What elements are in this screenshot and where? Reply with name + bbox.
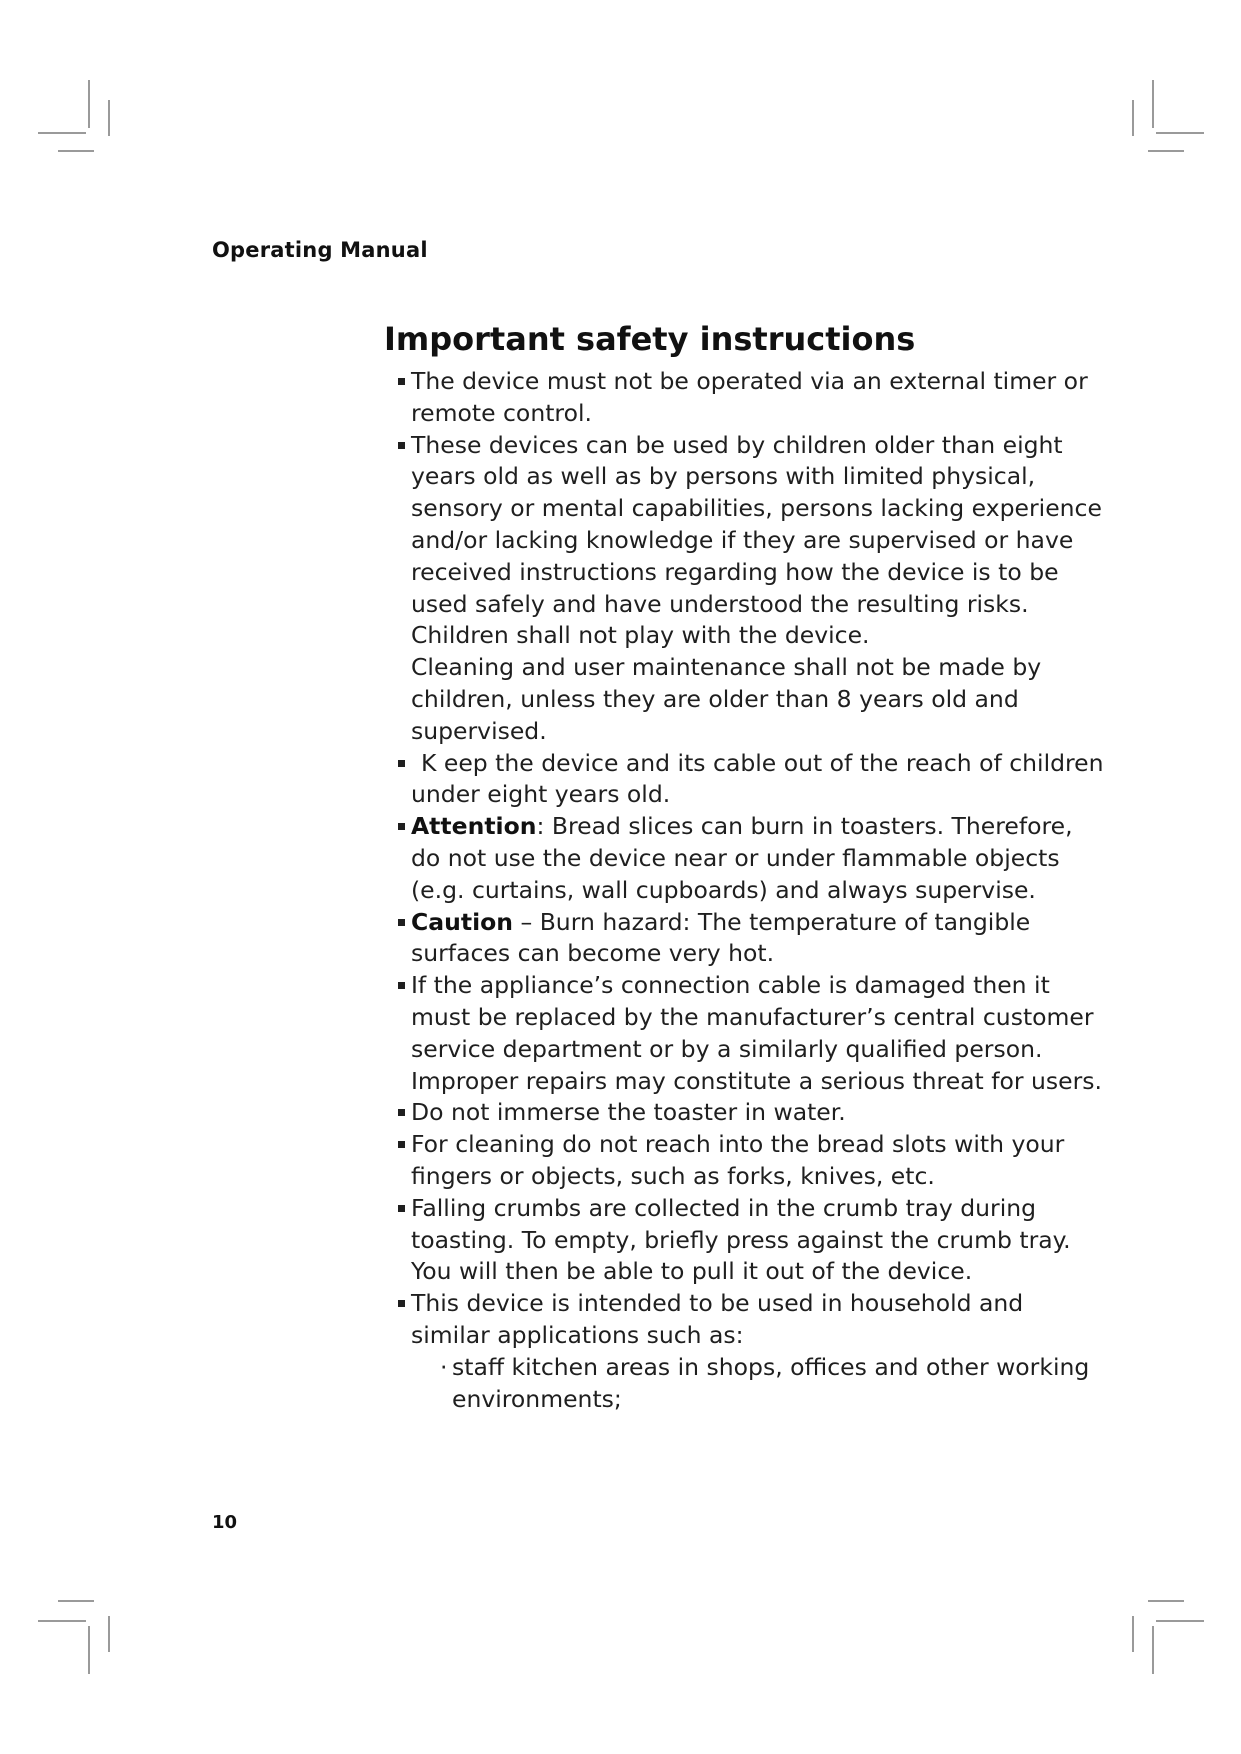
list-item	[404, 1097, 1104, 1129]
crop-mark	[58, 1600, 94, 1602]
middle-dot-icon: ·	[440, 1352, 448, 1381]
item-text: Do not immerse the toaster in water.	[411, 1098, 846, 1127]
list-item	[404, 970, 1104, 1097]
square-bullet-icon	[398, 442, 405, 449]
square-bullet-icon	[398, 1141, 405, 1148]
item-text: – Burn hazard: The temperature of tangible surfaces can become very hot.	[411, 907, 1031, 968]
item-text: K eep the device and its cable out of the reach of children under eight years old.	[411, 748, 1104, 809]
crop-mark	[1148, 150, 1184, 152]
square-bullet-icon	[398, 982, 405, 989]
sub-item-text: staff kitchen areas in shops, offices and other working environments;	[452, 1352, 1090, 1413]
crop-mark	[38, 1620, 86, 1622]
crop-mark	[1132, 100, 1134, 136]
crop-mark	[38, 132, 86, 134]
square-bullet-icon	[398, 823, 405, 830]
square-bullet-icon	[398, 919, 405, 926]
attention-label: Attention	[411, 812, 537, 841]
list-item	[404, 748, 1104, 812]
crop-mark	[58, 150, 94, 152]
crop-mark	[108, 100, 110, 136]
crop-mark	[1148, 1600, 1184, 1602]
item-text: Falling crumbs are collected in the crumb tray during toasting. To empty, briefly press against the crumb tray. You will then be able to pull it out of the device.	[411, 1193, 1071, 1286]
caution-label: Caution	[411, 907, 513, 936]
crop-mark	[1152, 1626, 1154, 1674]
item-text: If the appliance’s connection cable is damaged then it must be replaced by the manufacturer’s central customer service department or by a similarly qualified person. Improper repairs may constitute a serious threat for users.	[411, 971, 1102, 1095]
item-text: The device must not be operated via an external timer or remote control.	[411, 367, 1088, 427]
crop-mark	[1156, 1620, 1204, 1622]
section-title: Important safety instructions	[384, 320, 916, 358]
crop-mark	[1132, 1616, 1134, 1652]
crop-mark	[88, 80, 90, 128]
sub-list-item	[404, 1352, 1104, 1416]
square-bullet-icon	[398, 760, 405, 767]
list-item	[404, 1288, 1104, 1352]
list-item	[404, 1193, 1104, 1288]
square-bullet-icon	[398, 1109, 405, 1116]
list-item	[404, 811, 1104, 906]
crop-mark	[88, 1626, 90, 1674]
item-paragraph: Cleaning and user maintenance shall not be made by children, unless they are older than 8 years old and supervised.	[411, 653, 1042, 745]
square-bullet-icon	[398, 1205, 405, 1212]
square-bullet-icon	[398, 378, 405, 385]
crop-mark	[1152, 80, 1154, 128]
item-text: : Bread slices can burn in toasters. Therefore, do not use the device near or under flammable objects (e.g. curtains, wall cupboards) and always supervise.	[411, 812, 1073, 904]
list-item	[404, 366, 1104, 430]
list-item	[404, 1129, 1104, 1193]
square-bullet-icon	[398, 1300, 405, 1307]
page-number: 10	[212, 1512, 238, 1533]
item-paragraph: Children shall not play with the device.	[411, 621, 870, 650]
item-text: These devices can be used by children older than eight years old as well as by persons with limited physical, sensory or mental capabilities, persons lacking experience and/or lacking knowledge if they are supervised or have received instructions regarding how the device is to be used safely and have understood the resulting risks.	[411, 430, 1102, 618]
crop-mark	[108, 1616, 110, 1652]
list-item	[404, 907, 1104, 971]
list-item	[404, 430, 1104, 621]
crop-mark	[1156, 132, 1204, 134]
running-header: Operating Manual	[212, 238, 428, 262]
item-text: This device is intended to be used in household and similar applications such as:	[411, 1289, 1024, 1349]
item-text: For cleaning do not reach into the bread slots with your fingers or objects, such as forks, knives, etc.	[411, 1130, 1065, 1190]
safety-instructions-list	[404, 366, 1104, 1415]
